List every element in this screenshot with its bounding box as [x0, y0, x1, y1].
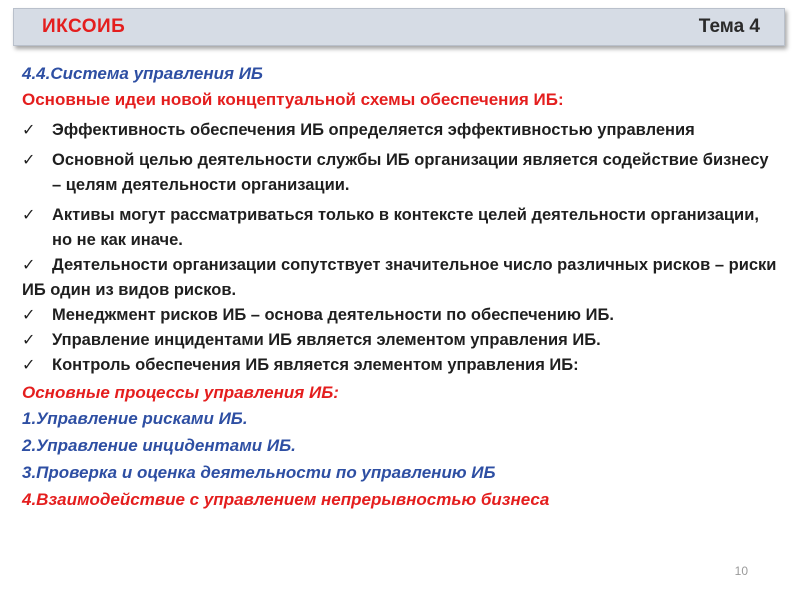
checkmark-icon: ✓: [22, 307, 36, 324]
course-title: ИКСОИБ: [42, 16, 126, 37]
bullet-item: [22, 303, 782, 328]
process-list: [22, 405, 782, 513]
bullet-text: Основной целью деятельности службы ИБ организации является содействие бизнесу – целям деятельности организации.: [52, 151, 769, 194]
bullet-text: Деятельности организации сопутствует значительное число различных рисков – риски ИБ один из видов рисков.: [22, 256, 777, 299]
checkmark-icon: ✓: [22, 332, 36, 349]
bullet-text: Менеджмент рисков ИБ – основа деятельности по обеспечению ИБ.: [52, 306, 614, 324]
bullet-item: [22, 253, 782, 303]
bullet-text: Активы могут рассматриваться только в контексте целей деятельности организации, но не как иначе.: [52, 206, 759, 249]
header-bar: [13, 8, 785, 46]
page-number: 10: [734, 564, 748, 578]
checkmark-icon: ✓: [22, 357, 36, 374]
process-item: 4.Взаимодействие с управлением непрерывностью бизнеса: [22, 490, 550, 509]
section-title: 4.4.Система управления ИБ: [22, 64, 263, 83]
bullet-item: [22, 118, 782, 143]
bullet-text: Эффективность обеспечения ИБ определяется эффективностью управления: [52, 121, 695, 139]
bullet-item: [22, 148, 782, 198]
bullet-item: [22, 203, 782, 253]
bullet-list: [22, 118, 782, 378]
checkmark-icon: ✓: [22, 122, 36, 139]
process-item: 1.Управление рисками ИБ.: [22, 409, 248, 428]
bullet-item: [22, 353, 782, 378]
processes-title: Основные процессы управления ИБ:: [22, 383, 339, 402]
slide-content: [22, 64, 782, 513]
checkmark-icon: ✓: [22, 257, 36, 274]
checkmark-icon: ✓: [22, 152, 36, 169]
bullet-text: Контроль обеспечения ИБ является элементом управления ИБ:: [52, 356, 579, 374]
bullet-item: [22, 328, 782, 353]
bullet-text: Управление инцидентами ИБ является элементом управления ИБ.: [52, 331, 601, 349]
process-item: 3.Проверка и оценка деятельности по управлению ИБ: [22, 463, 496, 482]
subtitle: Основные идеи новой концептуальной схемы обеспечения ИБ:: [22, 90, 564, 109]
topic-label: Тема 4: [698, 16, 760, 37]
checkmark-icon: ✓: [22, 207, 36, 224]
process-item: 2.Управление инцидентами ИБ.: [22, 436, 296, 455]
